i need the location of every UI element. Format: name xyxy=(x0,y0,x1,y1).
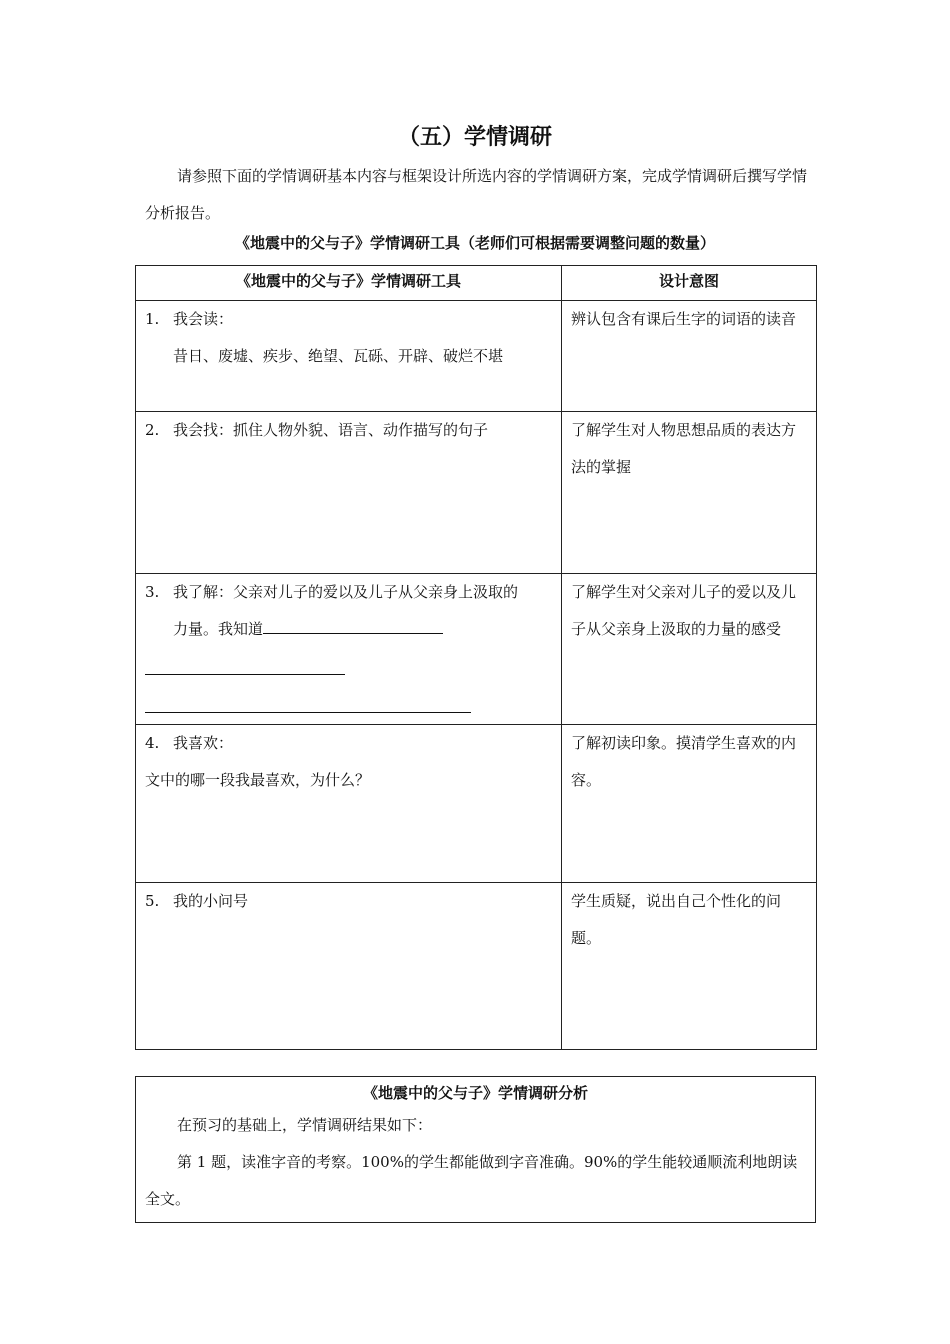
question-cell xyxy=(136,574,562,725)
header-survey-tool: 《地震中的父与子》学情调研工具 xyxy=(136,266,562,301)
answer-blank-line[interactable] xyxy=(145,686,471,713)
question-title xyxy=(145,412,552,449)
analysis-paragraph: 第 1 题，读准字音的考察。100%的学生都能做到字音准确。90%的学生能较通顺流利地朗读全文。 xyxy=(145,1153,798,1208)
intro-paragraph: 请参照下面的学情调研基本内容与框架设计所选内容的学情调研方案，完成学情调研后撰写学情分析报告。 xyxy=(145,167,808,222)
table-row xyxy=(136,574,817,725)
question-cell xyxy=(136,725,562,883)
survey-table xyxy=(135,265,817,1050)
table-row xyxy=(136,725,817,883)
question-number: 5. xyxy=(145,892,160,910)
analysis-box xyxy=(135,1076,816,1223)
page-title: （五）学情调研 xyxy=(397,125,552,150)
question-text: 我喜欢： xyxy=(173,734,234,752)
table-caption: 《地震中的父与子》学情调研工具（老师们可根据需要调整问题的数量） xyxy=(234,234,715,252)
question-number: 4. xyxy=(145,734,160,752)
question-title xyxy=(145,301,552,338)
question-cell xyxy=(136,412,562,574)
intent-cell: 了解学生对人物思想品质的表达方法的掌握 xyxy=(562,412,817,574)
question-text: 我会找：抓住人物外貌、语言、动作描写的句子 xyxy=(173,421,489,439)
question-text: 我的小问号 xyxy=(173,892,249,910)
table-row xyxy=(136,412,817,574)
question-number: 1. xyxy=(145,310,160,328)
header-design-intent: 设计意图 xyxy=(562,266,817,301)
question-cell xyxy=(136,883,562,1050)
intent-cell: 了解初读印象。摸清学生喜欢的内容。 xyxy=(562,725,817,883)
question-title xyxy=(145,574,552,611)
intent-cell: 学生质疑，说出自己个性化的问题。 xyxy=(562,883,817,1050)
table-header-row xyxy=(136,266,817,301)
question-number: 2. xyxy=(145,421,160,439)
table-row xyxy=(136,883,817,1050)
answer-blank[interactable] xyxy=(263,611,443,634)
question-prompt: 力量。我知道 xyxy=(173,620,264,638)
answer-blank-line[interactable] xyxy=(145,648,345,675)
analysis-title: 《地震中的父与子》学情调研分析 xyxy=(362,1084,588,1102)
question-cell xyxy=(136,301,562,412)
question-prompt: 文中的哪一段我最喜欢，为什么？ xyxy=(145,771,371,789)
question-title xyxy=(145,725,552,762)
intent-cell: 了解学生对父亲对儿子的爱以及儿子从父亲身上汲取的力量的感受 xyxy=(562,574,817,725)
question-words: 昔日、废墟、疾步、绝望、瓦砾、开辟、破烂不堪 xyxy=(173,347,504,365)
intent-cell: 辨认包含有课后生字的词语的读音 xyxy=(562,301,817,412)
question-number: 3. xyxy=(145,583,160,601)
table-row xyxy=(136,301,817,412)
question-line-2 xyxy=(145,611,552,648)
question-title xyxy=(145,883,552,920)
analysis-paragraph: 在预习的基础上，学情调研结果如下： xyxy=(177,1116,433,1134)
question-text: 我会读： xyxy=(173,310,234,328)
question-text: 我了解：父亲对儿子的爱以及儿子从父亲身上汲取的 xyxy=(173,583,519,601)
